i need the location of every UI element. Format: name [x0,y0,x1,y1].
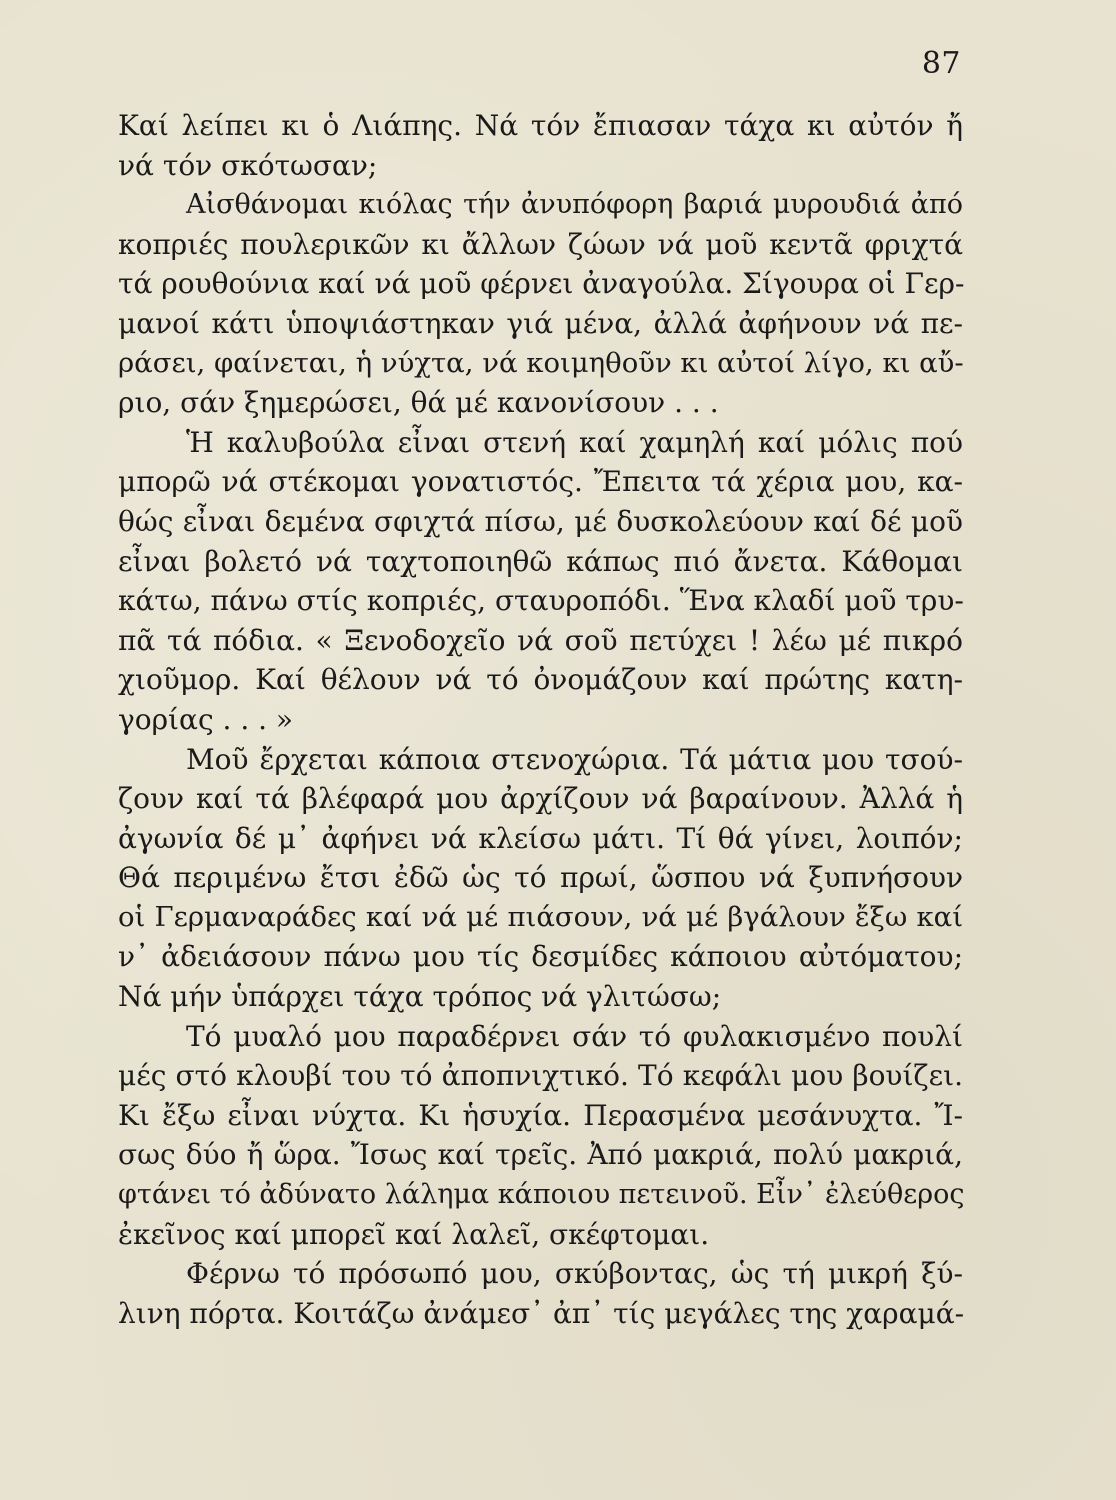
text-line: ν᾽ ἀδειάσουν πάνω μου τίς δεσμίδες κάποιου αὐτόματου; [118,940,963,974]
text-line: εἶναι βολετό νά ταχτοποιηθῶ κάπως πιό ἄνετα. Κάθομαι [118,544,963,578]
text-line: λινη πόρτα. Κοιτάζω ἀνάμεσ᾽ ἀπ᾽ τίς μεγάλες της χαραμά- [118,1296,965,1330]
text-line: ἀγωνία δέ μ᾽ ἀφήνει νά κλείσω μάτι. Τί θά γίνει, λοιπόν; [118,821,963,855]
text-line: ἐκεῖνος καί μπορεῖ καί λαλεῖ, σκέφτομαι. [118,1217,710,1251]
text-line: Μοῦ ἔρχεται κάποια στενοχώρια. Τά μάτια μου τσού- [186,742,963,776]
text-line: Αἰσθάνομαι κιόλας τήν ἀνυπόφορη βαριά μυρουδιά ἀπό [186,189,963,221]
text-line: πᾶ τά πόδια. « Ξενοδοχεῖο νά σοῦ πετύχει ! λέω μέ πικρό [118,623,963,657]
text-line: Φέρνω τό πρόσωπό μου, σκύβοντας, ὡς τή μικρή ξύ- [186,1257,963,1291]
text-line: μπορῶ νά στέκομαι γονατιστός. Ἔπειτα τά χέρια μου, κα- [118,465,963,499]
text-line: μανοί κάτι ὑποψιάστηκαν γιά μένα, ἀλλά ἀφήνουν νά πε- [118,306,963,340]
text-line: ράσει, φαίνεται, ἡ νύχτα, νά κοιμηθοῦν κι αὐτοί λίγο, κι αὔ- [118,346,964,379]
text-line: σως δύο ἤ ὥρα. Ἴσως καί τρεῖς. Ἀπό μακριά, πολύ μακριά, [118,1138,963,1172]
text-line: Θά περιμένω ἔτσι ἐδῶ ὡς τό πρωί, ὥσπου νά ξυπνήσουν [118,861,963,895]
text-line: Τό μυαλό μου παραδέρνει σάν τό φυλακισμένο πουλί [186,1019,963,1053]
text-line: φτάνει τό ἀδύνατο λάλημα κάποιου πετεινοῦ. Εἶν᾽ ἐλεύθερος [118,1179,965,1211]
text-line: ριο, σάν ξημερώσει, θά μέ κανονίσουν . . . [118,386,719,420]
text-line: ζουν καί τά βλέφαρά μου ἀρχίζουν νά βαραίνουν. Ἀλλά ἡ [118,782,963,816]
text-line: τά ρουθούνια καί νά μοῦ φέρνει ἀναγούλα. Σίγουρα οἱ Γερ- [118,267,965,301]
text-line: Κι ἔξω εἶναι νύχτα. Κι ἡσυχία. Περασμένα μεσάνυχτα. Ἴ- [118,1098,963,1132]
text-line: Καί λείπει κι ὁ Λιάπης. Νά τόν ἔπιασαν τάχα κι αὐτόν ἤ [118,109,963,142]
body-text [118,106,963,1333]
text-line: μές στό κλουβί του τό ἀποπνιχτικό. Τό κεφάλι μου βουίζει. [118,1059,963,1093]
text-line: οἱ Γερμαναράδες καί νά μέ πιάσουν, νά μέ βγάλουν ἔξω καί [118,900,963,933]
text-line: Ἡ καλυβούλα εἶναι στενή καί χαμηλή καί μόλις πού [186,425,963,459]
text-line: γορίας . . . » [118,702,294,736]
text-line: νά τόν σκότωσαν; [118,148,378,182]
text-line: Νά μήν ὑπάρχει τάχα τρόπος νά γλιτώσω; [118,980,722,1014]
text-line: κοπριές πουλερικῶν κι ἄλλων ζώων νά μοῦ κεντᾶ φριχτά [118,227,963,261]
text-line: χιοῦμορ. Καί θέλουν νά τό ὀνομάζουν καί πρώτης κατη- [118,663,963,697]
page-number: 87 [921,46,961,81]
text-line: θώς εἶναι δεμένα σφιχτά πίσω, μέ δυσκολεύουν καί δέ μοῦ [118,504,963,538]
text-line: κάτω, πάνω στίς κοπριές, σταυροπόδι. Ἕνα κλαδί μοῦ τρυ- [118,584,964,618]
